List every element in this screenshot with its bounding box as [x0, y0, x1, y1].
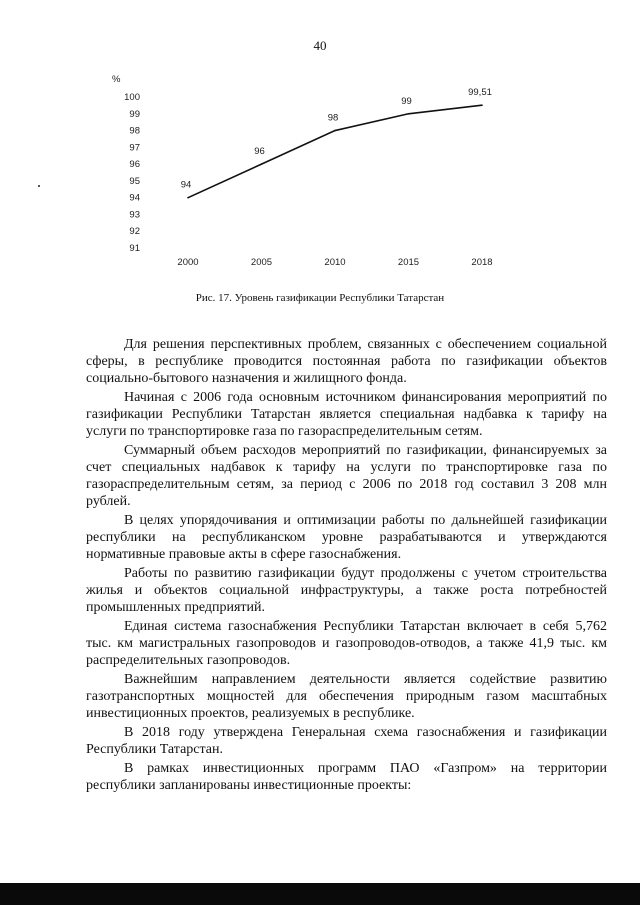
data-point	[408, 113, 410, 115]
data-label: 96	[254, 146, 265, 158]
page-number: 40	[313, 38, 327, 53]
x-tick-label: 2000	[177, 257, 199, 268]
paragraph: Важнейшим направлением деятельности является содействие развитию газотранспортных мощностей для обеспечения природным газом масштабных инвестиционных проектов, реализуемых в республике.	[86, 672, 607, 721]
y-tick-label: 98	[129, 125, 140, 137]
x-tick-label: 2010	[324, 257, 346, 268]
y-tick-label: 92	[129, 226, 140, 238]
figure-caption: Рис. 17. Уровень газификации Республики Татарстан	[195, 292, 445, 304]
y-tick-label: 94	[129, 192, 140, 204]
x-tick-label: 2005	[250, 257, 273, 268]
paragraph: Начиная с 2006 года основным источником финансирования мероприятий по газификации Республики Татарстан является специальная надбавка к тарифу на услуги по транспортировке газа по газораспределительным сетям.	[86, 390, 607, 439]
gasification-line-chart	[100, 70, 540, 280]
paragraph: В целях упорядочивания и оптимизации работы по дальнейшей газификации республики на республиканском уровне разрабатываются и утверждаются нормативные правовые акты в сфере газоснабжения.	[86, 513, 607, 562]
y-tick-label: 91	[129, 243, 140, 254]
y-tick-label: 100	[124, 92, 140, 103]
y-axis-label: %	[112, 74, 121, 85]
data-label: 94	[180, 179, 192, 191]
scan-mark	[38, 185, 40, 187]
paragraph: Работы по развитию газификации будут продолжены с учетом строительства жилья и объектов социальной инфраструктуры, а также роста потребностей промышленных предприятий.	[86, 566, 607, 615]
scan-bottom-bar	[0, 883, 640, 905]
data-point	[261, 163, 263, 165]
data-point	[481, 104, 483, 106]
y-tick-label: 95	[129, 175, 140, 187]
y-tick-label: 97	[129, 142, 140, 154]
paragraph: В 2018 году утверждена Генеральная схема газоснабжения и газификации Республики Татарстан.	[86, 725, 607, 757]
data-point	[187, 197, 189, 199]
body-text	[86, 336, 607, 796]
data-label: 99,51	[468, 87, 492, 99]
data-point	[334, 130, 336, 132]
data-label: 99	[401, 95, 412, 107]
x-tick-label: 2018	[471, 257, 493, 268]
y-tick-label: 93	[129, 209, 140, 221]
paragraph: Для решения перспективных проблем, связанных с обеспечением социальной сферы, в республике проводится постоянная работа по газификации объектов социально-бытового назначения и жилищного фонда.	[86, 337, 607, 386]
paragraph: В рамках инвестиционных программ ПАО «Газпром» на территории республики запланированы инвестиционные проекты:	[86, 761, 607, 793]
paragraph: Единая система газоснабжения Республики Татарстан включает в себя 5,762 тыс. км магистральных газопроводов и газопроводов-отводов, а также 41,9 тыс. км распределительных газопроводов.	[86, 619, 607, 668]
y-tick-label: 96	[129, 159, 140, 171]
x-tick-label: 2015	[397, 257, 420, 268]
data-label: 98	[327, 112, 339, 124]
y-tick-label: 99	[129, 108, 140, 120]
paragraph: Суммарный объем расходов мероприятий по газификации, финансируемых за счет специальных надбавок к тарифу на услуги по транспортировке газа по газораспределительным сетям, за период с 2006 по 2018 год составил 3 208 млн рублей.	[86, 443, 607, 509]
